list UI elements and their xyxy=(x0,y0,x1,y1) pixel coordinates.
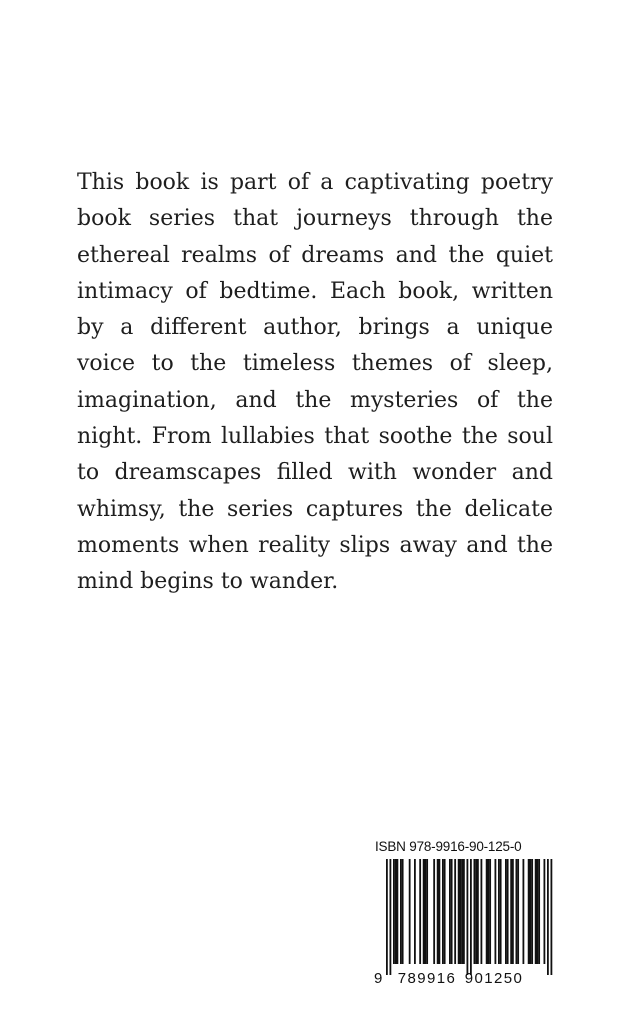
barcode-bar xyxy=(538,859,540,964)
barcode-bar xyxy=(512,859,514,964)
barcode-bar xyxy=(414,859,416,964)
barcode-bar xyxy=(402,859,404,964)
barcode-bar xyxy=(474,859,476,964)
barcode-bar xyxy=(489,859,491,964)
barcode-bar xyxy=(433,859,435,964)
barcode-bar xyxy=(454,859,456,964)
barcode-bar xyxy=(523,859,525,964)
barcode-guard-bar xyxy=(551,859,553,975)
barcode-bar xyxy=(481,859,483,964)
barcode-bar xyxy=(498,859,500,964)
barcode-bar xyxy=(535,859,537,964)
barcode-bar xyxy=(505,859,507,964)
barcode-bar xyxy=(544,859,546,964)
barcode-bar xyxy=(423,859,425,964)
barcode-bar xyxy=(451,859,453,964)
barcode-bar xyxy=(537,859,539,964)
barcode-bar xyxy=(458,859,460,964)
barcode-bar xyxy=(400,859,402,964)
barcode-bar xyxy=(449,859,451,964)
barcode-bar xyxy=(463,859,465,964)
barcode-guard-bar xyxy=(386,859,388,975)
barcode-bar xyxy=(439,859,441,964)
barcode-bar xyxy=(486,859,488,964)
barcode-bar xyxy=(488,859,490,964)
barcode-bar xyxy=(460,859,462,964)
barcode-bar xyxy=(397,859,399,964)
barcode-bar xyxy=(393,859,395,964)
barcode-guard-bar xyxy=(470,859,472,975)
barcode-bar xyxy=(507,859,509,964)
isbn-barcode xyxy=(372,859,554,987)
barcode-bar xyxy=(409,859,411,964)
barcode-bar xyxy=(530,859,532,964)
isbn-block xyxy=(372,838,554,987)
barcode-bar xyxy=(531,859,533,964)
barcode-bar xyxy=(528,859,530,964)
barcode-bar xyxy=(516,859,518,964)
barcode-bar xyxy=(477,859,479,964)
barcode-bar xyxy=(425,859,427,964)
barcode-bar xyxy=(500,859,502,964)
barcode-bar xyxy=(510,859,512,964)
barcode-bar xyxy=(419,859,421,964)
barcode-guard-bar xyxy=(390,859,392,975)
barcode-bar xyxy=(475,859,477,964)
back-cover-blurb: This book is part of a captivating poetry book series that journeys through the ethereal realms of dreams and the quiet intimacy of bedtime. Each book, written by a different author, brings a unique voice to the timeless themes of sleep, imagination, and the mysteries of the night. From lullabies that soothe the soul to dreamscapes filled with wonder and whimsy, the series captures the delicate moments when reality slips away and the mind begins to wander. xyxy=(77,170,553,595)
barcode-guard-bar xyxy=(467,859,469,975)
barcode-bar xyxy=(426,859,428,964)
barcode-bar xyxy=(517,859,519,964)
isbn-label: ISBN 978-9916-90-125-0 xyxy=(375,839,522,854)
barcode-left-digits: 789916 xyxy=(397,970,457,987)
barcode-bar xyxy=(395,859,397,964)
barcode-right-digits: 901250 xyxy=(464,970,524,987)
barcode-guard-bar xyxy=(547,859,549,975)
barcode-bar xyxy=(495,859,497,964)
barcode-bar xyxy=(442,859,444,964)
barcode-bar xyxy=(444,859,446,964)
barcode-first-digit: 9 xyxy=(374,970,383,987)
barcode-bar xyxy=(437,859,439,964)
barcode-bar xyxy=(461,859,463,964)
barcode-bars xyxy=(386,859,552,975)
